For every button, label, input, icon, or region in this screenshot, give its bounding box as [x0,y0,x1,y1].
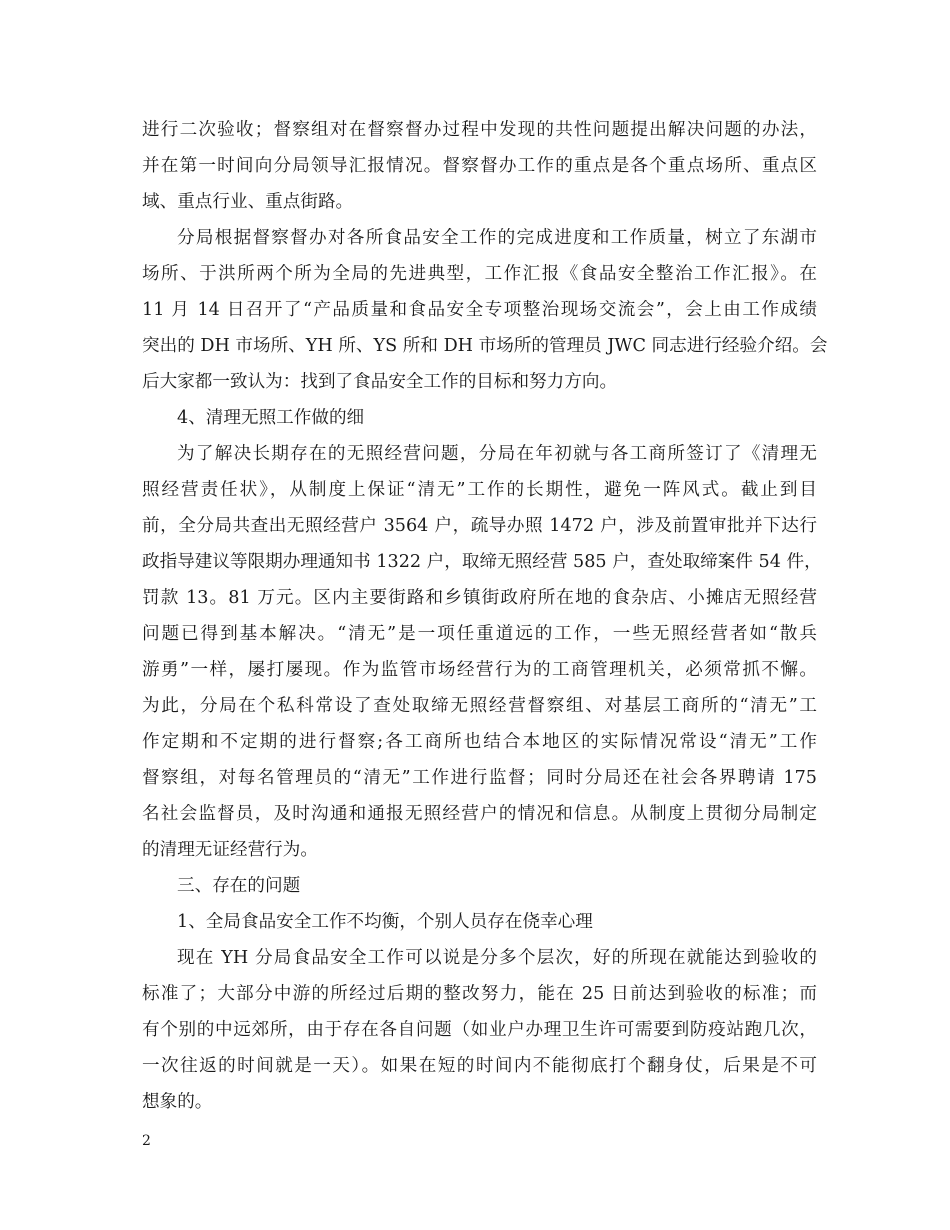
text-line: 督察组，对每名管理员的“清无”工作进行监督；同时分局还在社会各界聘请 175 [142,768,817,788]
text-line: 现在 YH 分局食品安全工作可以说是分多个层次，好的所现在就能达到验收的 [177,948,817,968]
text-line: 4、清理无照工作做的细 [177,408,365,428]
text-line: 为此，分局在个私科常设了查处取缔无照经营督察组、对基层工商所的“清无”工 [142,696,817,716]
text-line: 一次往返的时间就是一天）。如果在短的时间内不能彻底打个翻身仗，后果是不可 [142,1056,817,1076]
text-line: 进行二次验收；督察组对在督察督办过程中发现的共性问题提出解决问题的办法， [142,120,817,140]
text-line: 照经营责任状》，从制度上保证“清无”工作的长期性，避免一阵风式。截止到目 [142,480,817,500]
text-line: 问题已得到基本解决。“清无”是一项任重道远的工作，一些无照经营者如“散兵 [142,624,817,644]
text-line: 有个别的中远郊所，由于存在各自问题（如业户办理卫生许可需要到防疫站跑几次， [142,1020,817,1040]
text-line: 为了解决长期存在的无照经营问题，分局在年初就与各工商所签订了《清理无 [177,444,817,464]
text-line: 分局根据督察督办对各所食品安全工作的完成进度和工作质量，树立了东湖市 [177,228,817,248]
text-line: 域、重点行业、重点街路。 [142,192,354,212]
paragraph [142,868,817,904]
text-line: 前，全分局共查出无照经营户 3564 户，疏导办照 1472 户，涉及前置审批并下达行 [142,516,817,536]
text-line: 三、存在的问题 [177,876,301,896]
text-line: 突出的 DH 市场所、YH 所、YS 所和 DH 市场所的管理员 JWC 同志进行经验介绍。会 [142,336,828,356]
paragraph [142,940,817,1120]
paragraph [142,112,817,220]
text-line: 后大家都一致认为：找到了食品安全工作的目标和努力方向。 [142,372,618,392]
text-line: 罚款 13。81 万元。区内主要街路和乡镇街政府所在地的食杂店、小摊店无照经营 [142,588,817,608]
text-line: 游勇”一样，屡打屡现。作为监管市场经营行为的工商管理机关，必须常抓不懈。 [142,660,817,680]
text-line: 场所、于洪所两个所为全局的先进典型，工作汇报《食品安全整治工作汇报》。在 [142,264,817,284]
paragraph [142,436,822,868]
text-line: 的清理无证经营行为。 [142,840,318,860]
paragraph [142,904,817,940]
text-line: 作定期和不定期的进行督察;各工商所也结合本地区的实际情况常设“清无”工作 [142,732,817,752]
text-line: 11 月 14 日召开了“产品质量和食品安全专项整治现场交流会”，会上由工作成绩 [142,300,817,320]
text-line: 并在第一时间向分局领导汇报情况。督察督办工作的重点是各个重点场所、重点区 [142,156,817,176]
text-line: 名社会监督员，及时沟通和通报无照经营户的情况和信息。从制度上贯彻分局制定 [142,804,817,824]
page-number: 2 [142,1133,151,1149]
text-line: 政指导建议等限期办理通知书 1322 户，取缔无照经营 585 户，查处取缔案件 54 件， [142,552,822,572]
paragraph [142,400,817,436]
text-line: 想象的。 [142,1092,213,1112]
text-line: 标准了；大部分中游的所经过后期的整改努力，能在 25 日前达到验收的标准；而 [142,984,817,1004]
document-body [142,112,828,1120]
text-line: 1、全局食品安全工作不均衡，个别人员存在侥幸心理 [177,912,593,932]
paragraph [142,220,828,400]
